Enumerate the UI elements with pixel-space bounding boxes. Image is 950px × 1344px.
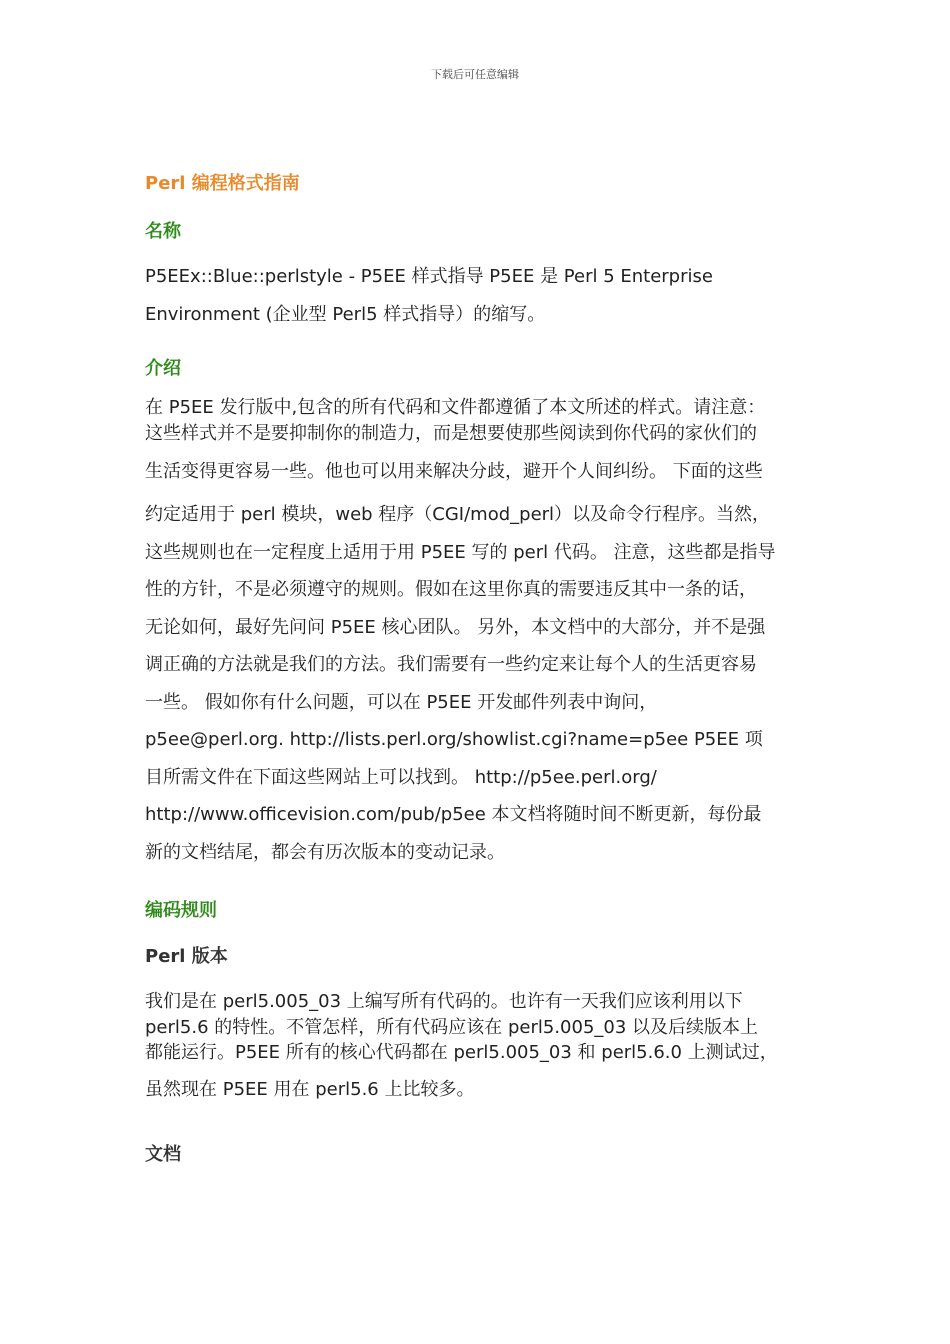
text-line: 生活变得更容易一些。他也可以用来解决分歧，避开个人间纠纷。 下面的这些 (145, 461, 763, 482)
text-line: p5ee@perl.org. http://lists.perl.org/showlist.cgi?name=p5ee P5EE 项 (145, 729, 763, 750)
heading-intro: 介绍 (145, 358, 181, 379)
heading-documentation: 文档 (145, 1144, 181, 1165)
text-line: 一些。 假如你有什么问题，可以在 P5EE 开发邮件列表中询问， (145, 691, 658, 713)
section-version-body (145, 989, 810, 1115)
document-body (145, 170, 810, 1169)
text-line: 约定适用于 perl 模块，web 程序（CGI/mod_perl）以及命令行程序。当然， (145, 504, 771, 525)
text-line: 无论如何，最好先问问 P5EE 核心团队。 另外，本文档中的大部分，并不是强 (145, 616, 766, 638)
text-line: Environment (企业型 Perl5 样式指导）的缩写。 (145, 303, 546, 325)
section-intro-body (145, 395, 810, 871)
page-header-note: 下载后可任意编辑 (431, 68, 519, 81)
text-line: P5EEx::Blue::perlstyle - P5EE 样式指导 P5EE 是 Perl 5 Enterprise (145, 266, 713, 287)
heading-perl-version: Perl 版本 (145, 946, 228, 967)
text-line: 性的方针，不是必须遵守的规则。假如在这里你真的需要违反其中一条的话， (145, 579, 757, 600)
text-line: 目所需文件在下面这些网站上可以找到。 http://p5ee.perl.org/ (145, 766, 657, 788)
text-line: 调正确的方法就是我们的方法。我们需要有一些约定来让每个人的生活更容易 (145, 654, 757, 675)
heading-coding-rules: 编码规则 (145, 900, 217, 921)
heading-name: 名称 (145, 221, 181, 242)
text-line: 我们是在 perl5.005_03 上编写所有代码的。也许有一天我们应该利用以下 (145, 991, 743, 1012)
text-line: http://www.officevision.com/pub/p5ee 本文档将随时间不断更新，每份最 (145, 804, 762, 825)
text-line: 这些规则也在一定程度上适用于用 P5EE 写的 perl 代码。 注意，这些都是指导 (145, 541, 776, 563)
document-title: Perl 编程格式指南 (145, 173, 300, 194)
text-line: 在 P5EE 发行版中,包含的所有代码和文件都遵循了本文所述的样式。请注意： (145, 397, 766, 418)
section-name-body (145, 258, 810, 333)
text-line: 都能运行。P5EE 所有的核心代码都在 perl5.005_03 和 perl5.6.0 上测试过， (145, 1042, 778, 1063)
text-line: 新的文档结尾，都会有历次版本的变动记录。 (145, 841, 505, 863)
text-line: 这些样式并不是要抑制你的制造力，而是想要使那些阅读到你代码的家伙们的 (145, 423, 757, 444)
text-line: 虽然现在 P5EE 用在 perl5.6 上比较多。 (145, 1079, 475, 1100)
text-line: perl5.6 的特性。不管怎样，所有代码应该在 perl5.005_03 以及后续版本上 (145, 1017, 759, 1038)
